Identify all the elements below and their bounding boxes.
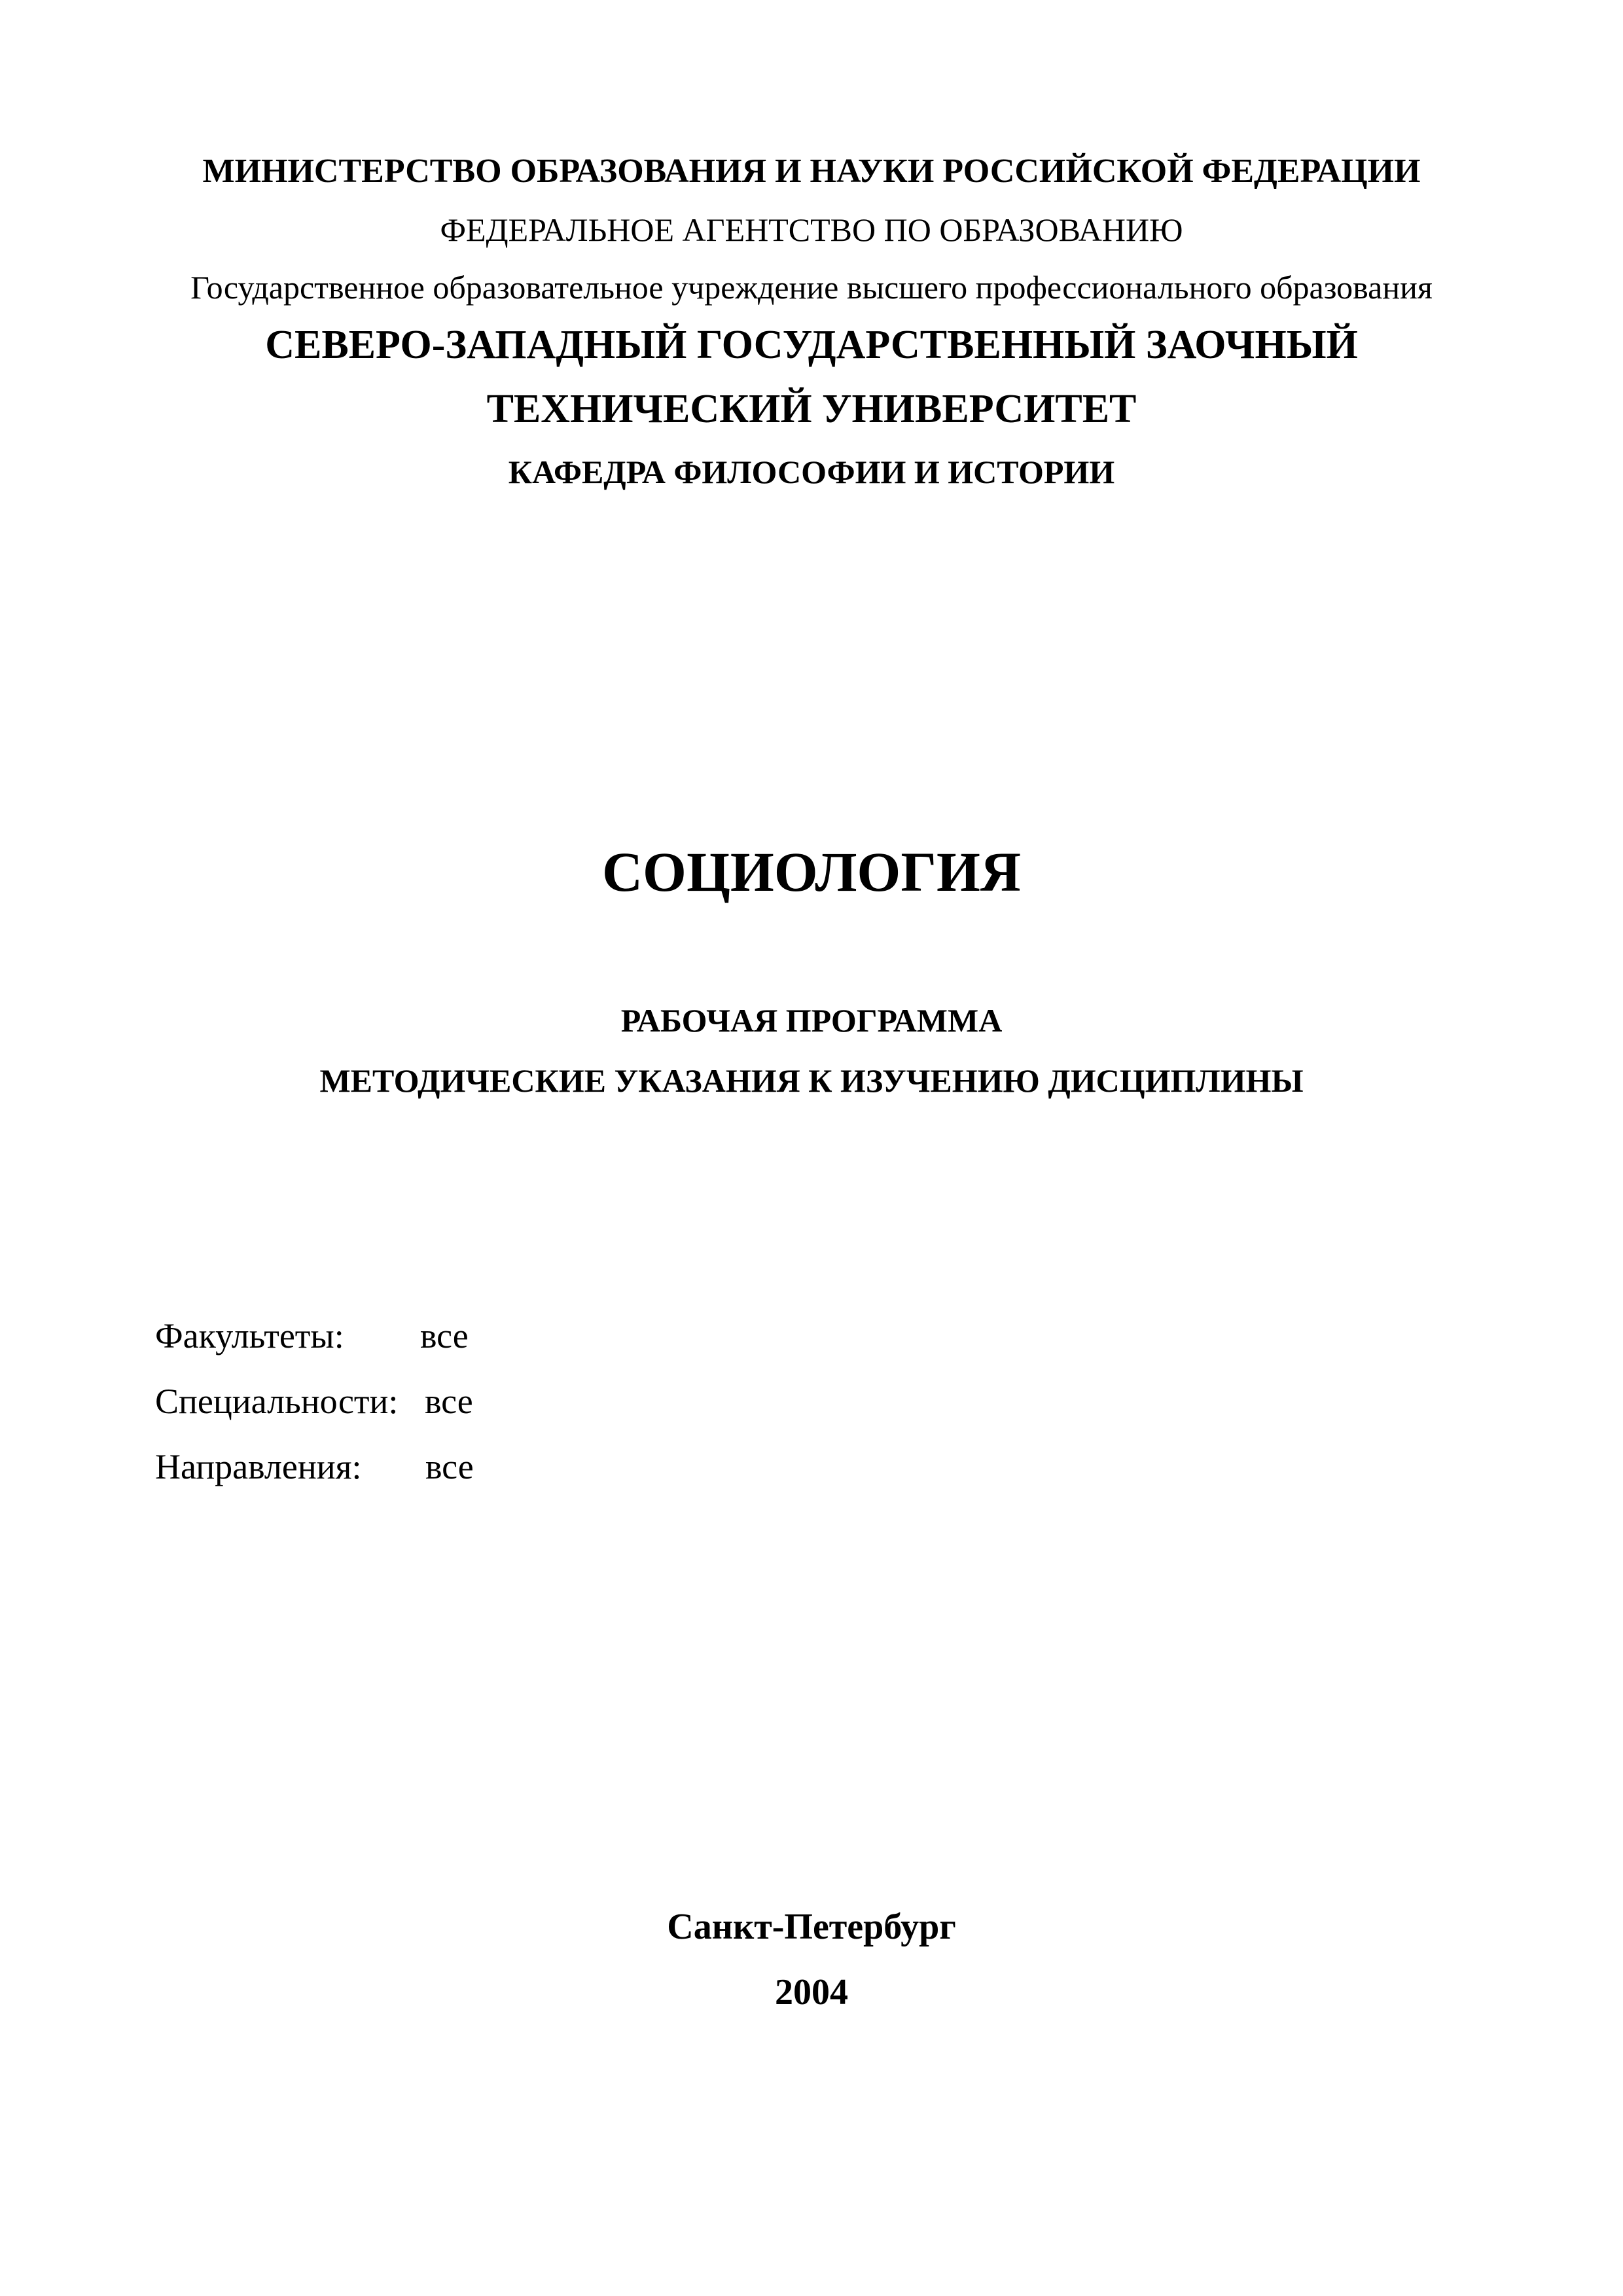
- ministry-heading: МИНИСТЕРСТВО ОБРАЗОВАНИЯ И НАУКИ РОССИЙСКОЙ ФЕДЕРАЦИИ: [202, 152, 1421, 190]
- document-title: СОЦИОЛОГИЯ: [601, 840, 1022, 903]
- faculties-row: [155, 1316, 469, 1356]
- directions-row: [155, 1446, 474, 1487]
- subtitle-line1: РАБОЧАЯ ПРОГРАММА: [620, 1002, 1003, 1039]
- faculties-label: Факультеты:: [155, 1316, 344, 1355]
- faculties-value: все: [420, 1316, 469, 1355]
- agency-heading: ФЕДЕРАЛЬНОЕ АГЕНТСТВО ПО ОБРАЗОВАНИЮ: [440, 211, 1183, 248]
- institution-type: Государственное образовательное учреждение высшего профессионального образования: [190, 269, 1433, 306]
- specialties-label: Специальности:: [155, 1382, 399, 1421]
- university-name-line2: ТЕХНИЧЕСКИЙ УНИВЕРСИТЕТ: [486, 387, 1137, 431]
- subtitle-line2: МЕТОДИЧЕСКИЕ УКАЗАНИЯ К ИЗУЧЕНИЮ ДИСЦИПЛИНЫ: [319, 1062, 1304, 1099]
- department-heading: КАФЕДРА ФИЛОСОФИИ И ИСТОРИИ: [508, 454, 1115, 490]
- specialties-value: все: [425, 1382, 473, 1421]
- specialties-row: [155, 1381, 473, 1422]
- city: Санкт-Петербург: [667, 1907, 956, 1947]
- university-name-line1: СЕВЕРО-ЗАПАДНЫЙ ГОСУДАРСТВЕННЫЙ ЗАОЧНЫЙ: [265, 323, 1358, 367]
- directions-label: Направления:: [155, 1447, 362, 1486]
- year: 2004: [775, 1972, 848, 2013]
- directions-value: все: [425, 1447, 474, 1486]
